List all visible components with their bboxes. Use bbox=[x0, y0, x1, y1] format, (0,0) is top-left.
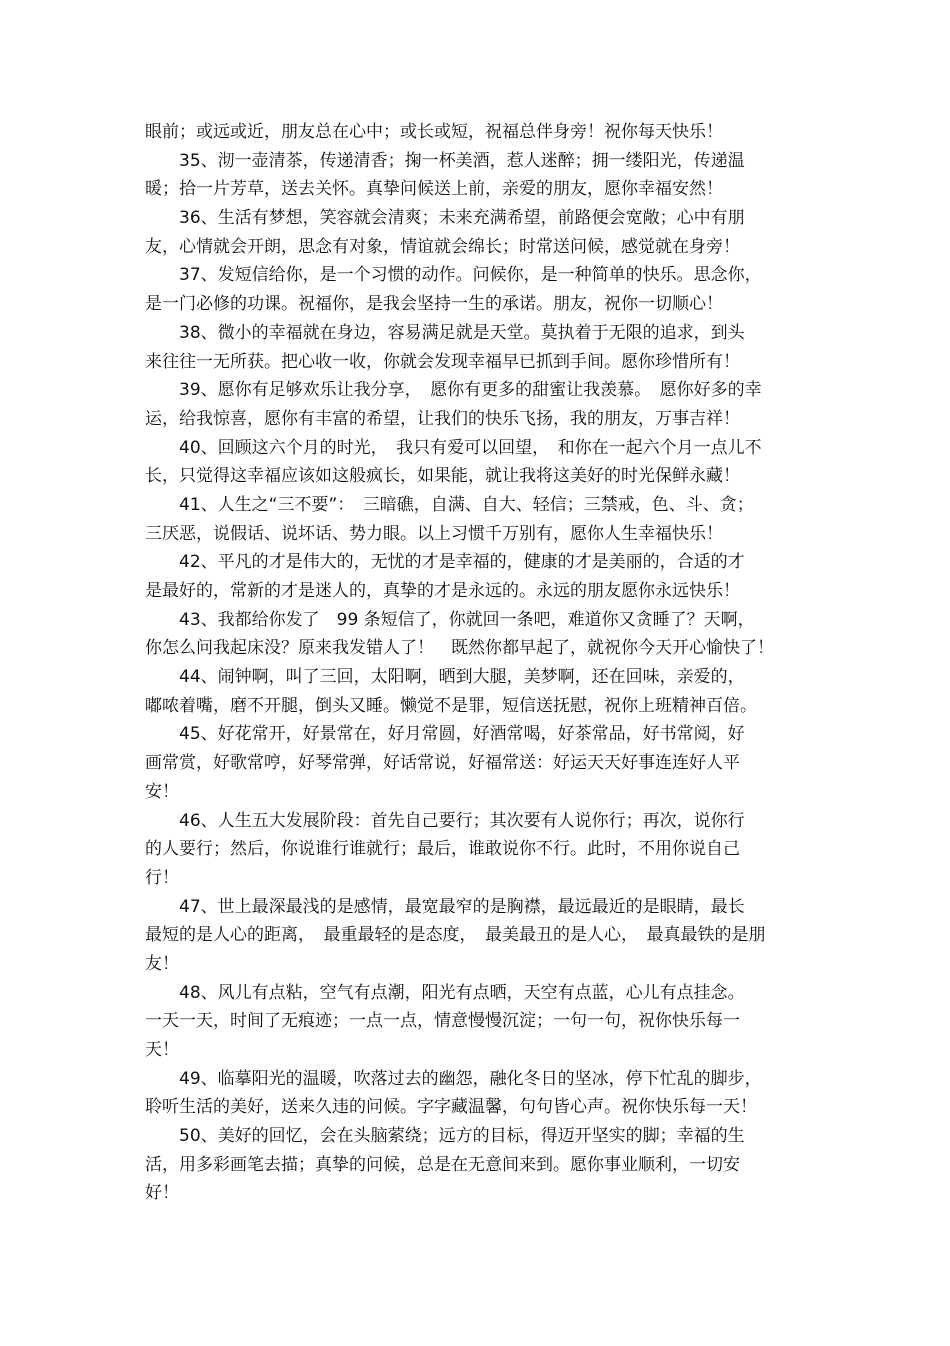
paragraph-line: 是最好的，常新的才是迷人的，真挚的才是永远的。永远的朋友愿你永远快乐！ bbox=[145, 581, 740, 601]
paragraph-line: 聆听生活的美好，送来久违的问候。字字藏温馨，句句皆心声。祝你快乐每一天！ bbox=[145, 1097, 757, 1118]
paragraph-first-line: 38、微小的幸福就在身边，容易满足就是天堂。莫执着于无限的追求，到头 bbox=[179, 322, 745, 343]
paragraph-line: 好！ bbox=[145, 1183, 179, 1204]
paragraph-first-line: 42、平凡的才是伟大的，无忧的才是幸福的，健康的才是美丽的，合适的才 bbox=[179, 552, 745, 573]
paragraph-line: 行！ bbox=[145, 867, 179, 888]
paragraph-line: 运，给我惊喜，愿你有丰富的希望，让我们的快乐飞扬，我的朋友，万事吉祥！ bbox=[145, 408, 740, 429]
paragraph-line: 暖；拾一片芳草，送去关怀。真挚问候送上前，亲爱的朋友，愿你幸福安然！ bbox=[145, 179, 723, 200]
paragraph-first-line: 49、临摹阳光的温暖，吹落过去的幽怨，融化冬日的坚冰，停下忙乱的脚步， bbox=[179, 1068, 762, 1089]
paragraph-first-line: 44、闹钟啊，叫了三回，太阳啊，晒到大腿，美梦啊，还在回味，亲爱的， bbox=[179, 667, 745, 688]
paragraph-line: 三厌恶，说假话、说坏话、势力眼。以上习惯千万别有，愿你人生幸福快乐！ bbox=[145, 523, 723, 544]
paragraph-line: 一天一天，时间了无痕迹；一点一点，情意慢慢沉淀；一句一句，祝你快乐每一 bbox=[145, 1011, 740, 1032]
paragraph-line: 画常赏，好歌常哼，好琴常弹，好话常说，好福常送：好运天天好事连连好人平 bbox=[145, 753, 740, 774]
paragraph-line: 的人要行；然后，你说谁行谁就行；最后，谁敢说你不行。此时，不用你说自己 bbox=[145, 839, 740, 860]
paragraph-line: 友，心情就会开朗，思念有对象，情谊就会绵长；时常送问候，感觉就在身旁！ bbox=[145, 236, 740, 257]
paragraph-first-line: 37、发短信给你，是一个习惯的动作。问候你，是一种简单的快乐。思念你， bbox=[179, 265, 762, 286]
paragraph-first-line: 47、世上最深最浅的是感情，最宽最窄的是胸襟，最远最近的是眼睛，最长 bbox=[179, 896, 745, 917]
paragraph-line: 眼前；或远或近，朋友总在心中；或长或短，祝福总伴身旁！祝你每天快乐！ bbox=[145, 122, 723, 142]
paragraph-line: 长，只觉得这幸福应该如这般疯长，如果能，就让我将这美好的时光保鲜永藏！ bbox=[145, 466, 740, 487]
paragraph-first-line: 48、风儿有点粘，空气有点潮，阳光有点晒，天空有点蓝，心儿有点挂念。 bbox=[179, 982, 745, 1003]
paragraph-first-line: 50、美好的回忆，会在头脑萦绕；远方的目标，得迈开坚实的脚；幸福的生 bbox=[179, 1126, 745, 1147]
paragraph-first-line: 36、生活有梦想，笑容就会清爽；未来充满希望，前路便会宽敞；心中有朋 bbox=[179, 208, 745, 229]
paragraph-line: 嘟哝着嘴，磨不开腿，倒头又睡。懒觉不是罪，短信送抚慰，祝你上班精神百倍。 bbox=[145, 695, 757, 716]
paragraph-first-line: 43、我都给你发了 99 条短信了，你就回一条吧，难道你又贪睡了？天啊， bbox=[179, 609, 755, 630]
paragraph-line: 来往往一无所获。把心收一收，你就会发现幸福早已抓到手间。愿你珍惜所有！ bbox=[145, 351, 740, 372]
paragraph-line: 活，用多彩画笔去描；真挚的问候，总是在无意间来到。愿你事业顺利，一切安 bbox=[145, 1154, 740, 1175]
paragraph-line: 友！ bbox=[145, 953, 179, 974]
paragraph-first-line: 41、人生之“三不要”： 三暗礁，自满、自大、轻信；三禁戒，色、斗、贪； bbox=[179, 494, 754, 515]
paragraph-first-line: 39、愿你有足够欢乐让我分享， 愿你有更多的甜蜜让我羡慕。 愿你好多的幸 bbox=[179, 380, 762, 401]
paragraph-first-line: 45、好花常开，好景常在，好月常圆，好酒常喝，好茶常品，好书常阅，好 bbox=[179, 724, 745, 745]
paragraph-first-line: 35、沏一壶清茶，传递清香；掬一杯美酒，惹人迷醉；拥一缕阳光，传递温 bbox=[179, 150, 745, 171]
document-body bbox=[145, 118, 805, 1208]
paragraph-first-line: 46、人生五大发展阶段：首先自己要行；其次要有人说你行；再次，说你行 bbox=[179, 810, 745, 831]
paragraph-first-line: 40、回顾这六个月的时光， 我只有爱可以回望， 和你在一起六个月一点儿不 bbox=[179, 437, 762, 458]
paragraph-line: 安！ bbox=[145, 781, 179, 802]
paragraph-line: 是一门必修的功课。祝福你，是我会坚持一生的承诺。朋友，祝你一切顺心！ bbox=[145, 294, 723, 315]
paragraph-line: 最短的是人心的距离， 最重最轻的是态度， 最美最丑的是人心， 最真最铁的是朋 bbox=[145, 925, 766, 946]
paragraph-line: 天！ bbox=[145, 1040, 179, 1060]
paragraph-line: 你怎么问我起床没？原来我发错人了！ 既然你都早起了，就祝你今天开心愉快了！ bbox=[145, 638, 774, 659]
